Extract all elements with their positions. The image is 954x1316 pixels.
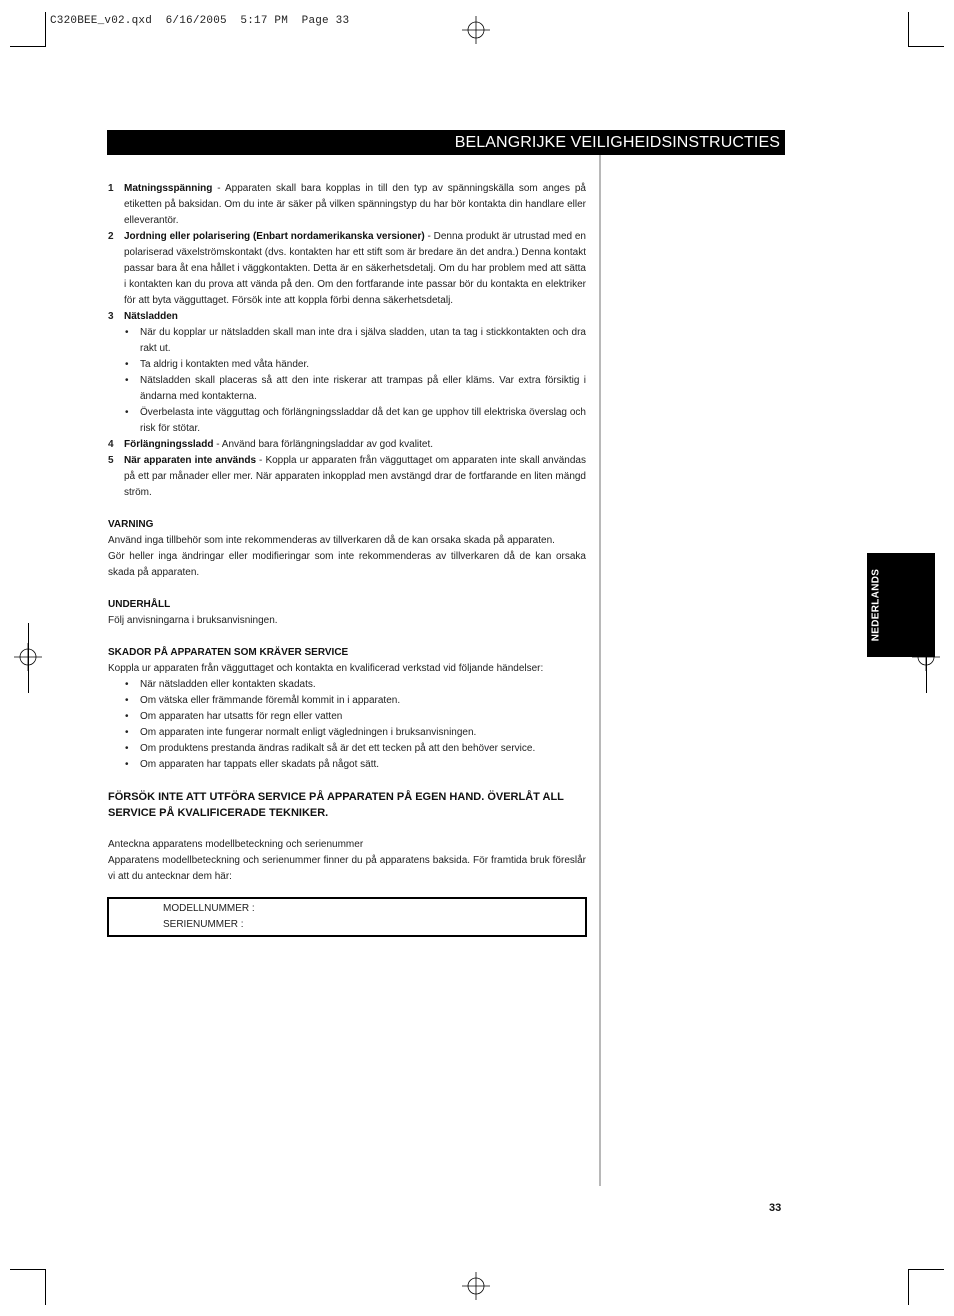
registration-mark-bottom: [462, 1272, 490, 1300]
column-divider: [599, 155, 601, 1186]
crop-mark-top-right: [908, 12, 909, 47]
list-item-text: Om apparaten har tappats eller skadats på något sätt.: [140, 759, 380, 770]
crop-mark-bottom-right: [908, 1269, 909, 1305]
item-title: Jordning eller polarisering (Enbart nordamerikanska versioner): [124, 231, 425, 242]
item-number: 5: [108, 455, 114, 466]
instruction-item: [108, 181, 586, 229]
item-number: 2: [108, 231, 114, 242]
item-title: Nätsladden: [124, 311, 178, 322]
section-header: BELANGRIJKE VEILIGHEIDSINSTRUCTIES: [107, 130, 785, 155]
item-title: Förlängningssladd: [124, 439, 214, 450]
maintenance-heading: UNDERHÅLL: [108, 599, 171, 610]
bullet-icon: •: [125, 711, 129, 722]
bullet-icon: •: [125, 759, 129, 770]
list-item-text: Överbelasta inte vägguttag och förlängningssladdar då det kan ge upphov till elektriska överslag och risk för stötar.: [140, 407, 586, 434]
bullet-icon: •: [125, 743, 129, 754]
crop-mark-top-left: [45, 12, 46, 47]
list-item: [125, 405, 586, 437]
list-item: [125, 709, 586, 725]
crop-mark-bottom-right: [908, 1269, 944, 1270]
instruction-item: [108, 453, 586, 501]
list-item-text: Om vätska eller främmande föremål kommit in i apparaten.: [140, 695, 401, 706]
crop-mark-top-right: [908, 46, 944, 47]
print-slug-line: C320BEE_v02.qxd 6/16/2005 5:17 PM Page 33: [50, 15, 350, 27]
list-item: [125, 357, 586, 373]
service-intro: Koppla ur apparaten från vägguttaget och kontakta en kvalificerad verkstad vid följande händelser:: [108, 663, 544, 674]
list-item: [125, 677, 586, 693]
page-number: 33: [769, 1202, 782, 1214]
list-item-text: Ta aldrig i kontakten med våta händer.: [140, 359, 309, 370]
list-item-text: Om produktens prestanda ändras radikalt så är det ett tecken på att den behöver service.: [140, 743, 536, 754]
list-item: [125, 325, 586, 357]
item-title: Matningsspänning: [124, 183, 213, 194]
item-text: - Använd bara förlängningsladdar av god kvalitet.: [213, 439, 434, 450]
bullet-icon: •: [125, 359, 129, 370]
language-tab-label: NEDERLANDS: [870, 568, 882, 642]
list-item: [125, 373, 586, 405]
list-item: [125, 693, 586, 709]
crop-mark-bottom-left: [45, 1269, 46, 1305]
instruction-item: [108, 229, 586, 309]
bullet-icon: •: [125, 695, 129, 706]
list-item: [125, 741, 586, 757]
list-item-text: Nätsladden skall placeras så att den inte riskerar att trampas på eller kläms. Var extra försiktig i ändarna med kontakterna.: [140, 375, 586, 402]
bullet-icon: •: [125, 727, 129, 738]
list-item-text: När nätsladden eller kontakten skadats.: [140, 679, 316, 690]
list-item: [125, 757, 586, 773]
registration-mark-top: [462, 16, 490, 44]
spacer: [108, 821, 586, 837]
item-text: - Apparaten skall bara kopplas in till den typ av spänningskälla som anges på etiketten på baksidan. Om du inte är säker på vilken spänningstyp du har bör kontakta din handlare eller elleverantör.: [124, 183, 586, 226]
item-text: - Denna produkt är utrustad med en polariserad växelströmskontakt (dvs. kontakten har ett stift som är bredare än det andra.) Denna kontakt passar bara åt ena hållet i väggkontakten. Detta är en säkerhetsdetalj. Om du har problem med att sätta i kontakten kan du prova att vända på den. Om den fortfarande inte passar bör du kontakta en elektriker för att byta vägguttaget. Försök inte att koppla förbi denna säkerhetsdetalj.: [124, 231, 586, 306]
main-content: [108, 181, 586, 885]
crop-mark-bottom-left: [10, 1269, 46, 1270]
list-item-text: Om apparaten har utsatts för regn eller vatten: [140, 711, 343, 722]
item-title: När apparaten inte används: [124, 455, 256, 466]
warning-paragraph: Gör heller inga ändringar eller modifieringar som inte rekommenderas av tillverkaren då de kan orsaka skada på apparaten.: [108, 551, 586, 578]
service-bullet-list: [108, 677, 586, 773]
warning-heading: VARNING: [108, 519, 154, 530]
item-number: 3: [108, 311, 114, 322]
list-item-text: När du kopplar ur nätsladden skall man inte dra i själva sladden, utan ta tag i stickkontakten och dra rakt ut.: [140, 327, 586, 354]
list-item-text: Om apparaten inte fungerar normalt enligt vägledningen i bruksanvisningen.: [140, 727, 477, 738]
service-heading: SKADOR PÅ APPARATEN SOM KRÄVER SERVICE: [108, 647, 349, 658]
bullet-icon: •: [125, 327, 129, 338]
bullet-icon: •: [125, 679, 129, 690]
instruction-item: [108, 437, 586, 453]
instruction-item: [108, 309, 586, 325]
crop-mark-top-left: [10, 46, 46, 47]
maintenance-paragraph: Följ anvisningarna i bruksanvisningen.: [108, 615, 278, 626]
service-warning: FÖRSÖK INTE ATT UTFÖRA SERVICE PÅ APPARATEN PÅ EGEN HAND. ÖVERLÅT ALL SERVICE PÅ KVALIFICERADE TEKNIKER.: [108, 791, 564, 819]
serial-number-label: SERIENUMMER :: [163, 919, 244, 930]
language-tab: [867, 553, 935, 657]
item-text: - Koppla ur apparaten från vägguttaget om apparaten inte skall användas på ett par månader eller mer. När apparaten inkopplad men avstängd drar de fortfarande en liten mängd ström.: [124, 455, 586, 498]
record-paragraph: Apparatens modellbeteckning och serienummer finner du på apparatens baksida. För framtida bruk föreslår vi att du antecknar dem här:: [108, 855, 586, 882]
model-number-label: MODELLNUMMER :: [163, 903, 255, 914]
bullet-icon: •: [125, 375, 129, 386]
cord-bullet-list: [108, 325, 586, 437]
record-heading: Anteckna apparatens modellbeteckning och serienummer: [108, 839, 364, 850]
registration-line-left: [28, 623, 29, 693]
list-item: [125, 725, 586, 741]
item-number: 1: [108, 183, 114, 194]
warning-paragraph: Använd inga tillbehör som inte rekommenderas av tillverkaren då de kan orsaka skada på apparaten.: [108, 535, 555, 546]
model-serial-box: [107, 897, 587, 937]
bullet-icon: •: [125, 407, 129, 418]
item-number: 4: [108, 439, 114, 450]
